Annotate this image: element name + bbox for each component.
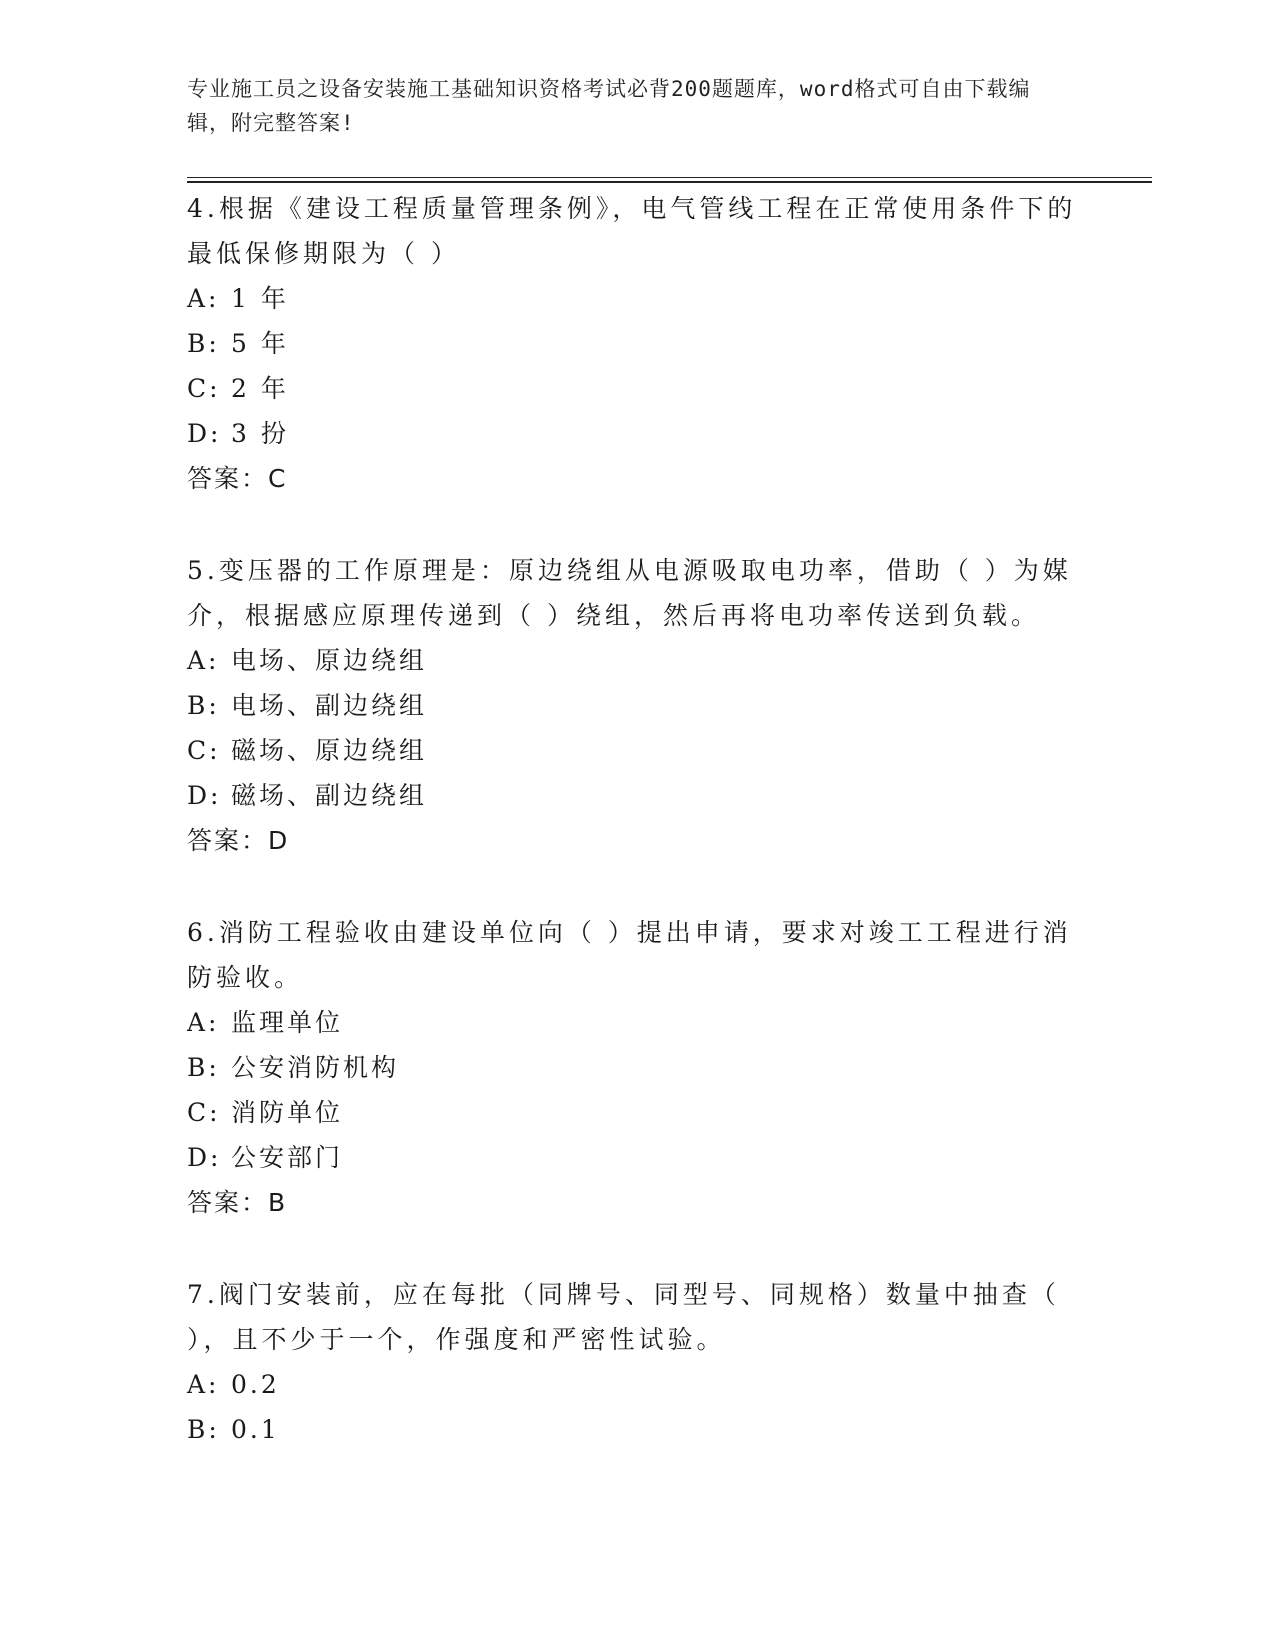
option-letter: B:: [187, 329, 220, 358]
option-letter: D:: [187, 1143, 222, 1172]
question-text: 5.变压器的工作原理是：原边绕组从电源吸取电功率，借助（ ）为媒介，根据感应原理传递到（ ）绕组，然后再将电功率传送到负载。: [187, 556, 1072, 630]
option-text: 电场、副边绕组: [231, 691, 428, 720]
option-text: 磁场、副边绕组: [231, 781, 428, 810]
option-a: [187, 1000, 1077, 1045]
option-letter: C:: [187, 374, 221, 403]
option-b: [187, 1045, 1077, 1090]
option-c: [187, 728, 1077, 773]
option-text: 0.1: [231, 1415, 280, 1444]
option-letter: C:: [187, 1098, 221, 1127]
question-7: [187, 1272, 1077, 1452]
option-letter: A:: [187, 284, 220, 313]
option-c: [187, 366, 1077, 411]
option-text: 5 年: [231, 329, 289, 358]
option-d: [187, 773, 1077, 818]
answer-line: 答案：D: [187, 826, 290, 855]
document-header: 专业施工员之设备安装施工基础知识资格考试必背200题题库，word格式可自由下载编辑，附完整答案!: [187, 77, 1031, 135]
option-b: [187, 683, 1077, 728]
option-letter: A:: [187, 1370, 220, 1399]
option-text: 1 年: [231, 284, 289, 313]
option-letter: B:: [187, 1053, 220, 1082]
option-text: 公安消防机构: [231, 1053, 400, 1082]
option-text: 0.2: [231, 1370, 280, 1399]
answer-line: 答案：C: [187, 464, 288, 493]
question-text: 4.根据《建设工程质量管理条例》，电气管线工程在正常使用条件下的最低保修期限为（ ）: [187, 194, 1077, 268]
question-5: [187, 548, 1077, 863]
option-text: 2 年: [231, 374, 289, 403]
option-text: 3 扮: [231, 419, 289, 448]
option-letter: A:: [187, 646, 220, 675]
option-d: [187, 411, 1077, 456]
question-6: [187, 910, 1077, 1225]
option-letter: D:: [187, 781, 222, 810]
option-letter: A:: [187, 1008, 220, 1037]
option-text: 监理单位: [231, 1008, 344, 1037]
option-text: 电场、原边绕组: [231, 646, 428, 675]
option-letter: B:: [187, 691, 220, 720]
question-4: [187, 186, 1077, 501]
option-d: [187, 1135, 1077, 1180]
option-a: [187, 1362, 1077, 1407]
question-text: 7.阀门安装前，应在每批（同牌号、同型号、同规格）数量中抽查（ ），且不少于一个，作强度和严密性试验。: [187, 1280, 1060, 1354]
option-a: [187, 638, 1077, 683]
option-a: [187, 276, 1077, 321]
option-text: 消防单位: [231, 1098, 344, 1127]
option-c: [187, 1090, 1077, 1135]
option-letter: D:: [187, 419, 222, 448]
option-text: 公安部门: [231, 1143, 344, 1172]
option-letter: C:: [187, 736, 221, 765]
option-text: 磁场、原边绕组: [231, 736, 428, 765]
option-letter: B:: [187, 1415, 220, 1444]
answer-line: 答案：B: [187, 1188, 288, 1217]
option-b: [187, 321, 1077, 366]
option-b: [187, 1407, 1077, 1452]
question-text: 6.消防工程验收由建设单位向（ ）提出申请，要求对竣工工程进行消防验收。: [187, 918, 1072, 992]
header-divider-thick: [187, 181, 1152, 183]
header-divider-thin: [187, 177, 1152, 178]
